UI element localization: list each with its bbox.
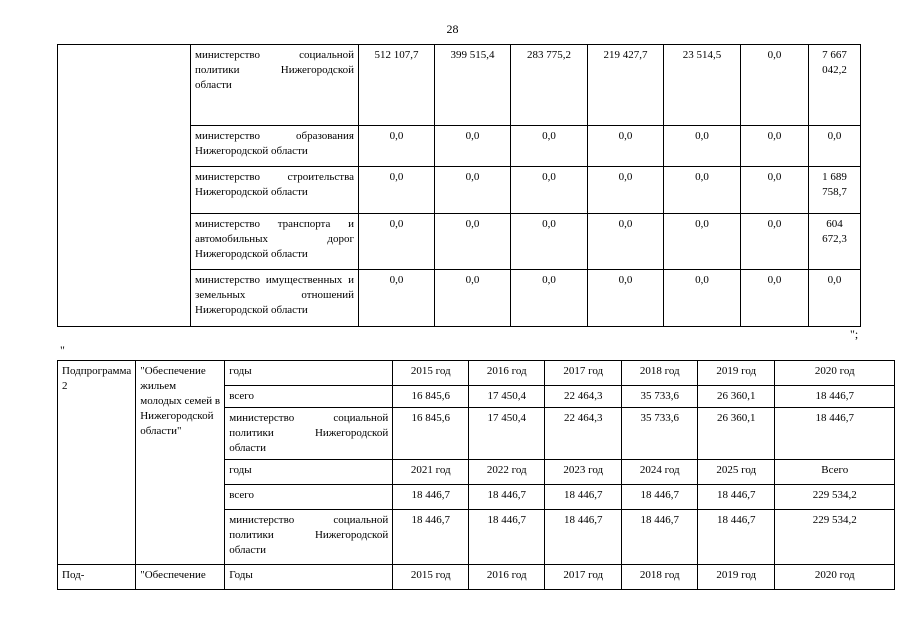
cell-value: 0,0 bbox=[359, 214, 435, 270]
cell-value: 18 446,7 bbox=[545, 485, 622, 510]
cell-value: 0,0 bbox=[511, 270, 588, 327]
cell-value: 229 534,2 bbox=[775, 485, 895, 510]
cell-value: 0,0 bbox=[435, 214, 511, 270]
cell-value: 0,0 bbox=[359, 126, 435, 167]
year-header: 2015 год bbox=[393, 565, 469, 590]
cell-value: 7 667 042,2 bbox=[809, 45, 861, 126]
year-header: 2023 год bbox=[545, 460, 622, 485]
closing-quote: "; bbox=[850, 327, 859, 341]
cell-value: 0,0 bbox=[435, 270, 511, 327]
subprogram-name: "Обеспечение жильем молодых семей в Нижегородской области" bbox=[136, 361, 225, 565]
cell-value: 16 845,6 bbox=[393, 386, 469, 408]
cell-value: 283 775,2 bbox=[511, 45, 588, 126]
cell-value: 26 360,1 bbox=[698, 386, 775, 408]
funding-table-continued bbox=[57, 44, 861, 327]
cell-value: 0,0 bbox=[741, 45, 809, 126]
cell-value: 0,0 bbox=[741, 214, 809, 270]
row-label: министерство транспорта и автомобильных дорог Нижегородской области bbox=[191, 214, 359, 270]
cell-value: 0,0 bbox=[435, 167, 511, 214]
cell-value: 18 446,7 bbox=[775, 386, 895, 408]
cell-value: 26 360,1 bbox=[698, 408, 775, 460]
year-header: 2019 год bbox=[698, 565, 775, 590]
opening-quote: " bbox=[60, 343, 65, 357]
row-label: Годы bbox=[225, 565, 393, 590]
subprogram-code: Подпрограмма 2 bbox=[58, 361, 136, 565]
cell-value: 0,0 bbox=[435, 126, 511, 167]
cell-value: 18 446,7 bbox=[469, 510, 545, 565]
cell-value: 22 464,3 bbox=[545, 386, 622, 408]
cell-value: 18 446,7 bbox=[393, 510, 469, 565]
cell-value: 0,0 bbox=[664, 126, 741, 167]
cell-value: 512 107,7 bbox=[359, 45, 435, 126]
cell-value: 604 672,3 bbox=[809, 214, 861, 270]
cell-value: 229 534,2 bbox=[775, 510, 895, 565]
cell-value: 0,0 bbox=[511, 167, 588, 214]
cell-value: 399 515,4 bbox=[435, 45, 511, 126]
cell-value: 0,0 bbox=[588, 126, 664, 167]
year-header: 2025 год bbox=[698, 460, 775, 485]
cell-value: 23 514,5 bbox=[664, 45, 741, 126]
empty-cell bbox=[58, 45, 191, 327]
year-header: 2018 год bbox=[622, 361, 698, 386]
year-header: Всего bbox=[775, 460, 895, 485]
year-header: 2016 год bbox=[469, 361, 545, 386]
cell-value: 0,0 bbox=[664, 167, 741, 214]
cell-value: 0,0 bbox=[664, 270, 741, 327]
year-header: 2020 год bbox=[775, 361, 895, 386]
cell-value: 0,0 bbox=[741, 167, 809, 214]
year-header: 2018 год bbox=[622, 565, 698, 590]
cell-value: 18 446,7 bbox=[698, 510, 775, 565]
cell-value: 219 427,7 bbox=[588, 45, 664, 126]
year-header: 2015 год bbox=[393, 361, 469, 386]
cell-value: 0,0 bbox=[664, 214, 741, 270]
cell-value: 22 464,3 bbox=[545, 408, 622, 460]
cell-value: 18 446,7 bbox=[622, 485, 698, 510]
cell-value: 18 446,7 bbox=[393, 485, 469, 510]
row-label: министерство социальной политики Нижегородской области bbox=[191, 45, 359, 126]
row-label: всего bbox=[225, 386, 393, 408]
table-row bbox=[58, 45, 861, 126]
cell-value: 17 450,4 bbox=[469, 386, 545, 408]
row-label: всего bbox=[225, 485, 393, 510]
row-label: годы bbox=[225, 460, 393, 485]
cell-value: 0,0 bbox=[741, 270, 809, 327]
year-header: 2021 год bbox=[393, 460, 469, 485]
cell-value: 0,0 bbox=[809, 270, 861, 327]
cell-value: 0,0 bbox=[588, 214, 664, 270]
cell-value: 16 845,6 bbox=[393, 408, 469, 460]
cell-value: 18 446,7 bbox=[775, 408, 895, 460]
subprogram-name: "Обеспечение bbox=[136, 565, 225, 590]
cell-value: 0,0 bbox=[511, 214, 588, 270]
cell-value: 35 733,6 bbox=[622, 408, 698, 460]
row-label: министерство строительства Нижегородской области bbox=[191, 167, 359, 214]
subprogram-table bbox=[57, 360, 895, 590]
page-number: 28 bbox=[446, 22, 459, 36]
year-header: 2019 год bbox=[698, 361, 775, 386]
cell-value: 35 733,6 bbox=[622, 386, 698, 408]
year-header: 2020 год bbox=[775, 565, 895, 590]
row-label: годы bbox=[225, 361, 393, 386]
row-label: министерство социальной политики Нижегородской области bbox=[225, 408, 393, 460]
table-row bbox=[58, 565, 895, 590]
cell-value: 0,0 bbox=[809, 126, 861, 167]
year-header: 2017 год bbox=[545, 361, 622, 386]
year-header: 2024 год bbox=[622, 460, 698, 485]
cell-value: 18 446,7 bbox=[545, 510, 622, 565]
cell-value: 18 446,7 bbox=[622, 510, 698, 565]
year-header: 2022 год bbox=[469, 460, 545, 485]
row-label: министерство социальной политики Нижегородской области bbox=[225, 510, 393, 565]
cell-value: 0,0 bbox=[359, 167, 435, 214]
row-label: министерство имущественных и земельных отношений Нижегородской области bbox=[191, 270, 359, 327]
year-header: 2017 год bbox=[545, 565, 622, 590]
cell-value: 0,0 bbox=[359, 270, 435, 327]
year-header: 2016 год bbox=[469, 565, 545, 590]
cell-value: 17 450,4 bbox=[469, 408, 545, 460]
cell-value: 0,0 bbox=[588, 167, 664, 214]
cell-value: 0,0 bbox=[511, 126, 588, 167]
table-row bbox=[58, 361, 895, 386]
cell-value: 1 689 758,7 bbox=[809, 167, 861, 214]
cell-value: 18 446,7 bbox=[698, 485, 775, 510]
subprogram-code: Под- bbox=[58, 565, 136, 590]
row-label: министерство образования Нижегородской области bbox=[191, 126, 359, 167]
cell-value: 18 446,7 bbox=[469, 485, 545, 510]
cell-value: 0,0 bbox=[741, 126, 809, 167]
cell-value: 0,0 bbox=[588, 270, 664, 327]
